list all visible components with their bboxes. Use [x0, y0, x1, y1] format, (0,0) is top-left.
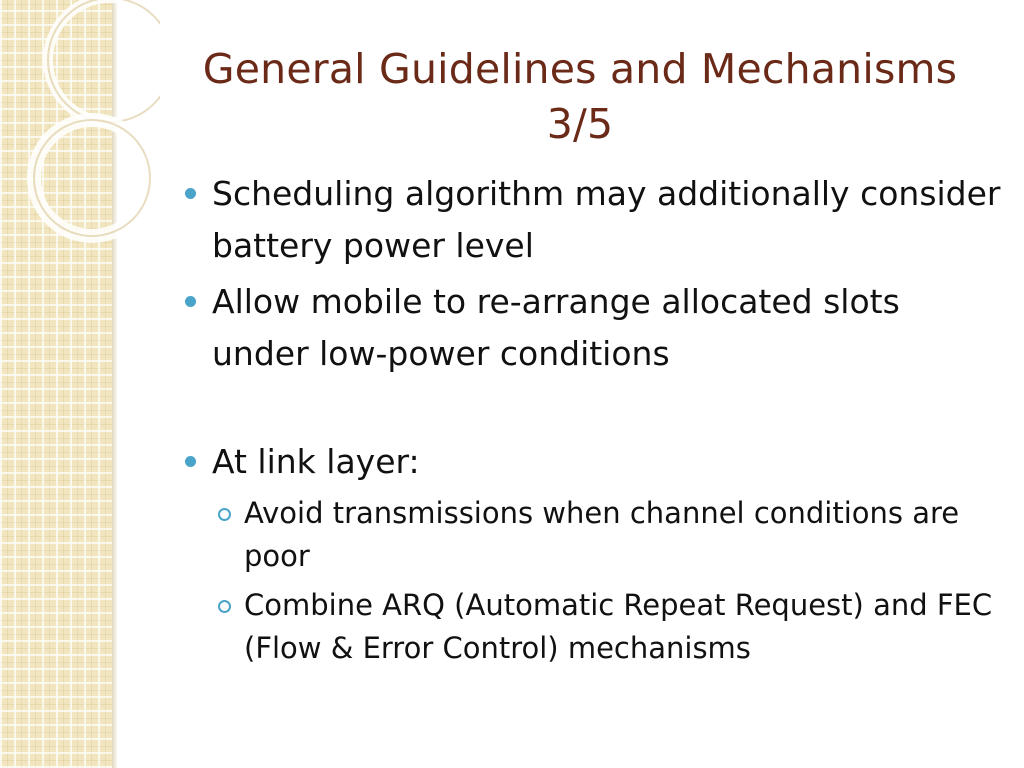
- filled-circle-bullet-icon: [185, 456, 196, 467]
- sub-bullet-text: Combine ARQ (Automatic Repeat Request) and FEC (Flow & Error Control) mechanisms: [244, 588, 993, 665]
- title-line-1: General Guidelines and Mechanisms: [202, 45, 958, 93]
- decorative-plaid-strip: [0, 0, 112, 768]
- strip-edge-shadow: [112, 0, 118, 768]
- bullet-item: [182, 276, 1002, 380]
- filled-circle-bullet-icon: [185, 188, 196, 199]
- hollow-circle-bullet-icon: [218, 600, 231, 613]
- filled-circle-bullet-icon: [185, 296, 196, 307]
- bullet-text: Scheduling algorithm may additionally consider battery power level: [212, 174, 1001, 265]
- sub-bullet-item: [182, 584, 1002, 670]
- bullet-item: [182, 436, 1002, 488]
- bullet-text: At link layer:: [212, 442, 420, 481]
- bullet-item: [182, 168, 1002, 272]
- hollow-circle-bullet-icon: [218, 508, 231, 521]
- title-line-2: 3/5: [546, 100, 614, 148]
- slide-body: [182, 168, 1002, 676]
- sub-bullet-item: [182, 492, 1002, 578]
- slide-title: [150, 42, 1010, 152]
- sub-bullet-text: Avoid transmissions when channel conditions are poor: [244, 496, 960, 573]
- bullet-text: Allow mobile to re-arrange allocated slots under low-power conditions: [212, 282, 900, 373]
- spacer: [182, 384, 1002, 436]
